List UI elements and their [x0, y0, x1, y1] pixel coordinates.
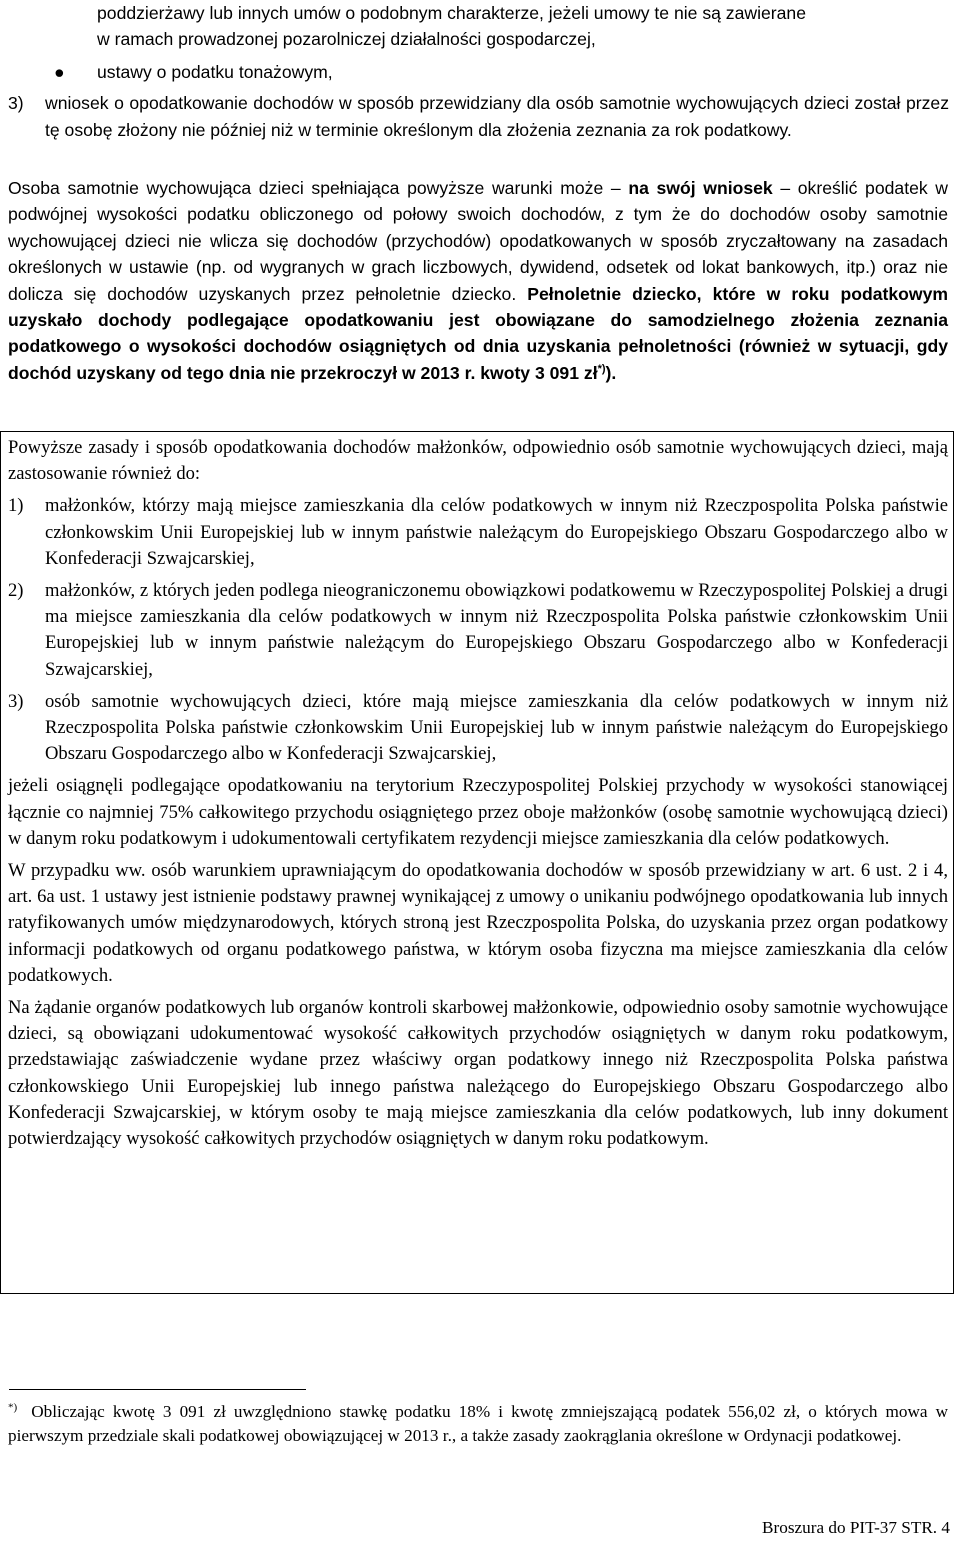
list-item: [8, 493, 948, 572]
top-list: [0, 0, 960, 143]
paragraph-text: – określić podatek w podwójnej wysokości podatku obliczonego od połowy swoich dochodów, z tym że do dochodów osoby samotnie wychowującej dzieci nie wlicza się dochodów (przychodów) opodatkowanych w sposób zryczałtowany na zasadach określonych w ustawie (np. od wygranych w grach liczbowych, dywidend, odsetek od lokat bankowych, itp.) oraz nie dolicza się dochodów uzyskanych przez pełnoletnie dziecko.: [8, 178, 949, 304]
list-item: [8, 578, 948, 683]
list-item: [0, 59, 960, 85]
box-paragraph: jeżeli osiągnęli podlegające opodatkowaniu na terytorium Rzeczypospolitej Polskiej przychody w wysokości stanowiącej łącznie co najmniej 75% całkowitego przychodu osiągniętego przez oboje małżonków (osobę samotnie wychowującą dzieci) w danym roku podatkowym i udokumentowali certyfikatem rezydencji miejsce zamieszkania dla celów podatkowych.: [8, 775, 948, 849]
paragraph-bold: na swój wniosek: [628, 178, 773, 198]
list-item-text: poddzierżawy lub innych umów o podobnym charakterze, jeżeli umowy te nie są zawierane: [97, 3, 806, 23]
list-item-text: małżonków, z których jeden podlega nieograniczonemu obowiązkowi podatkowemu w Rzeczypospolitej Polskiej a drugi ma miejsce zamieszkania dla celów podatkowych w innym niż Rzeczpospolita Polska państwie członkowskim Unii Europejskiej lub w innym państwie należącym do Europejskiego Obszaru Gospodarczego albo w Konfederacji Szwajcarskiej,: [45, 580, 948, 680]
list-number: 2): [8, 580, 24, 602]
list-item: [0, 90, 960, 143]
list-item-text: w ramach prowadzonej pozarolniczej działalności gospodarczej,: [97, 29, 596, 50]
box-paragraph: Na żądanie organów podatkowych lub organów kontroli skarbowej małżonkowie, odpowiednio osoby samotnie wychowujące dzieci, są obowiązani udokumentować wysokość całkowitych przychodów osiągniętych w danym roku podatkowym, przedstawiając zaświadczenie wydane przez właściwy organ podatkowy innego niż Rzeczpospolita Polska państwa członkowskiego Unii Europejskiej lub innego państwa należącego do Europejskiego Obszaru Gospodarczego albo Konfederacji Szwajcarskiej, w którym osoby te mają miejsce zamieszkania dla celów podatkowych, lub inny dokument potwierdzający wysokość całkowitych przychodów osiągniętych w danym roku podatkowym.: [8, 997, 948, 1150]
osoba-paragraph: [8, 175, 948, 386]
list-item-text: małżonków, którzy mają miejsce zamieszkania dla celów podatkowych w innym niż Rzeczpospolita Polska państwie członkowskim Unii Europejskiej lub w innym państwie należącym do Europejskiego Obszaru Gospodarczego albo w Konfederacji Szwajcarskiej,: [45, 495, 948, 569]
bold-text: Pełnoletnie dziecko, które w roku podatkowym uzyskało dochody podlegające opodatkowaniu jest obowiązane do samodzielnego złożenia zeznania podatkowego o wysokości dochodów osiągniętych od dnia uzyskania pełnoletności (również w sytuacji, gdy dochód uzyskany od tego dnia nie przekroczył w 2013 r. kwoty 3 091 zł: [8, 283, 949, 383]
box-paragraph: W przypadku ww. osób warunkiem uprawniającym do opodatkowania dochodów w sposób przewidziany w art. 6 ust. 2 i 4, art. 6a ust. 1 ustawy jest istnienie podstawy prawnej wynikającej z umowy o unikaniu podwójnego opodatkowania lub innych ratyfikowanych umów międzynarodowych, których stroną jest Rzeczpospolita Polska, do uzyskania przez organ podatkowy informacji podatkowych od organu podatkowego państwa, w którym osoba fizyczna ma miejsce zamieszkania dla celów podatkowych.: [8, 860, 948, 986]
bullet-icon: ●: [54, 61, 65, 82]
bold-text: ).: [605, 362, 617, 383]
box-intro: Powyższe zasady i sposób opodatkowania dochodów małżonków, odpowiednio osób samotnie wychowujących dzieci, mają zastosowanie również do:: [8, 437, 948, 485]
footnote: [8, 1400, 948, 1448]
footnote-mark: *): [597, 362, 606, 375]
info-box-content: [8, 435, 948, 1152]
list-item: [0, 0, 960, 53]
list-number: 3): [8, 690, 24, 712]
list-item-text: wniosek o opodatkowanie dochodów w sposób przewidziany dla osób samotnie wychowujących dzieci został przez tę osobę złożony nie później niż w terminie określonym dla złożenia zeznania za rok podatkowy.: [45, 93, 949, 140]
footnote-text: Obliczając kwotę 3 091 zł uwzględniono stawkę podatku 18% i kwotę zmniejszającą podatek 556,02 zł, o których mowa w pierwszym przedziale skali podatkowej obowiązującej w 2013 r., a także zasady zaokrąglania określone w Ordynacji podatkowej.: [8, 1402, 949, 1445]
paragraph-text: Osoba samotnie wychowująca dzieci spełniająca powyższe warunki może –: [8, 178, 621, 198]
list-number: 1): [8, 495, 24, 517]
list-item-text: osób samotnie wychowujących dzieci, które mają miejsce zamieszkania dla celów podatkowych w innym niż Rzeczpospolita Polska państwie członkowskim Unii Europejskiej lub w innym państwie należącym do Europejskiego Obszaru Gospodarczego albo w Konfederacji Szwajcarskiej,: [45, 690, 948, 765]
list-number: 3): [8, 93, 24, 114]
footnote-divider: [9, 1389, 306, 1390]
list-item-text: ustawy o podatku tonażowym,: [97, 61, 333, 82]
list-item: [8, 689, 948, 768]
footnote-mark: *): [8, 1401, 18, 1414]
page-footer: Broszura do PIT-37 STR. 4: [762, 1518, 950, 1537]
